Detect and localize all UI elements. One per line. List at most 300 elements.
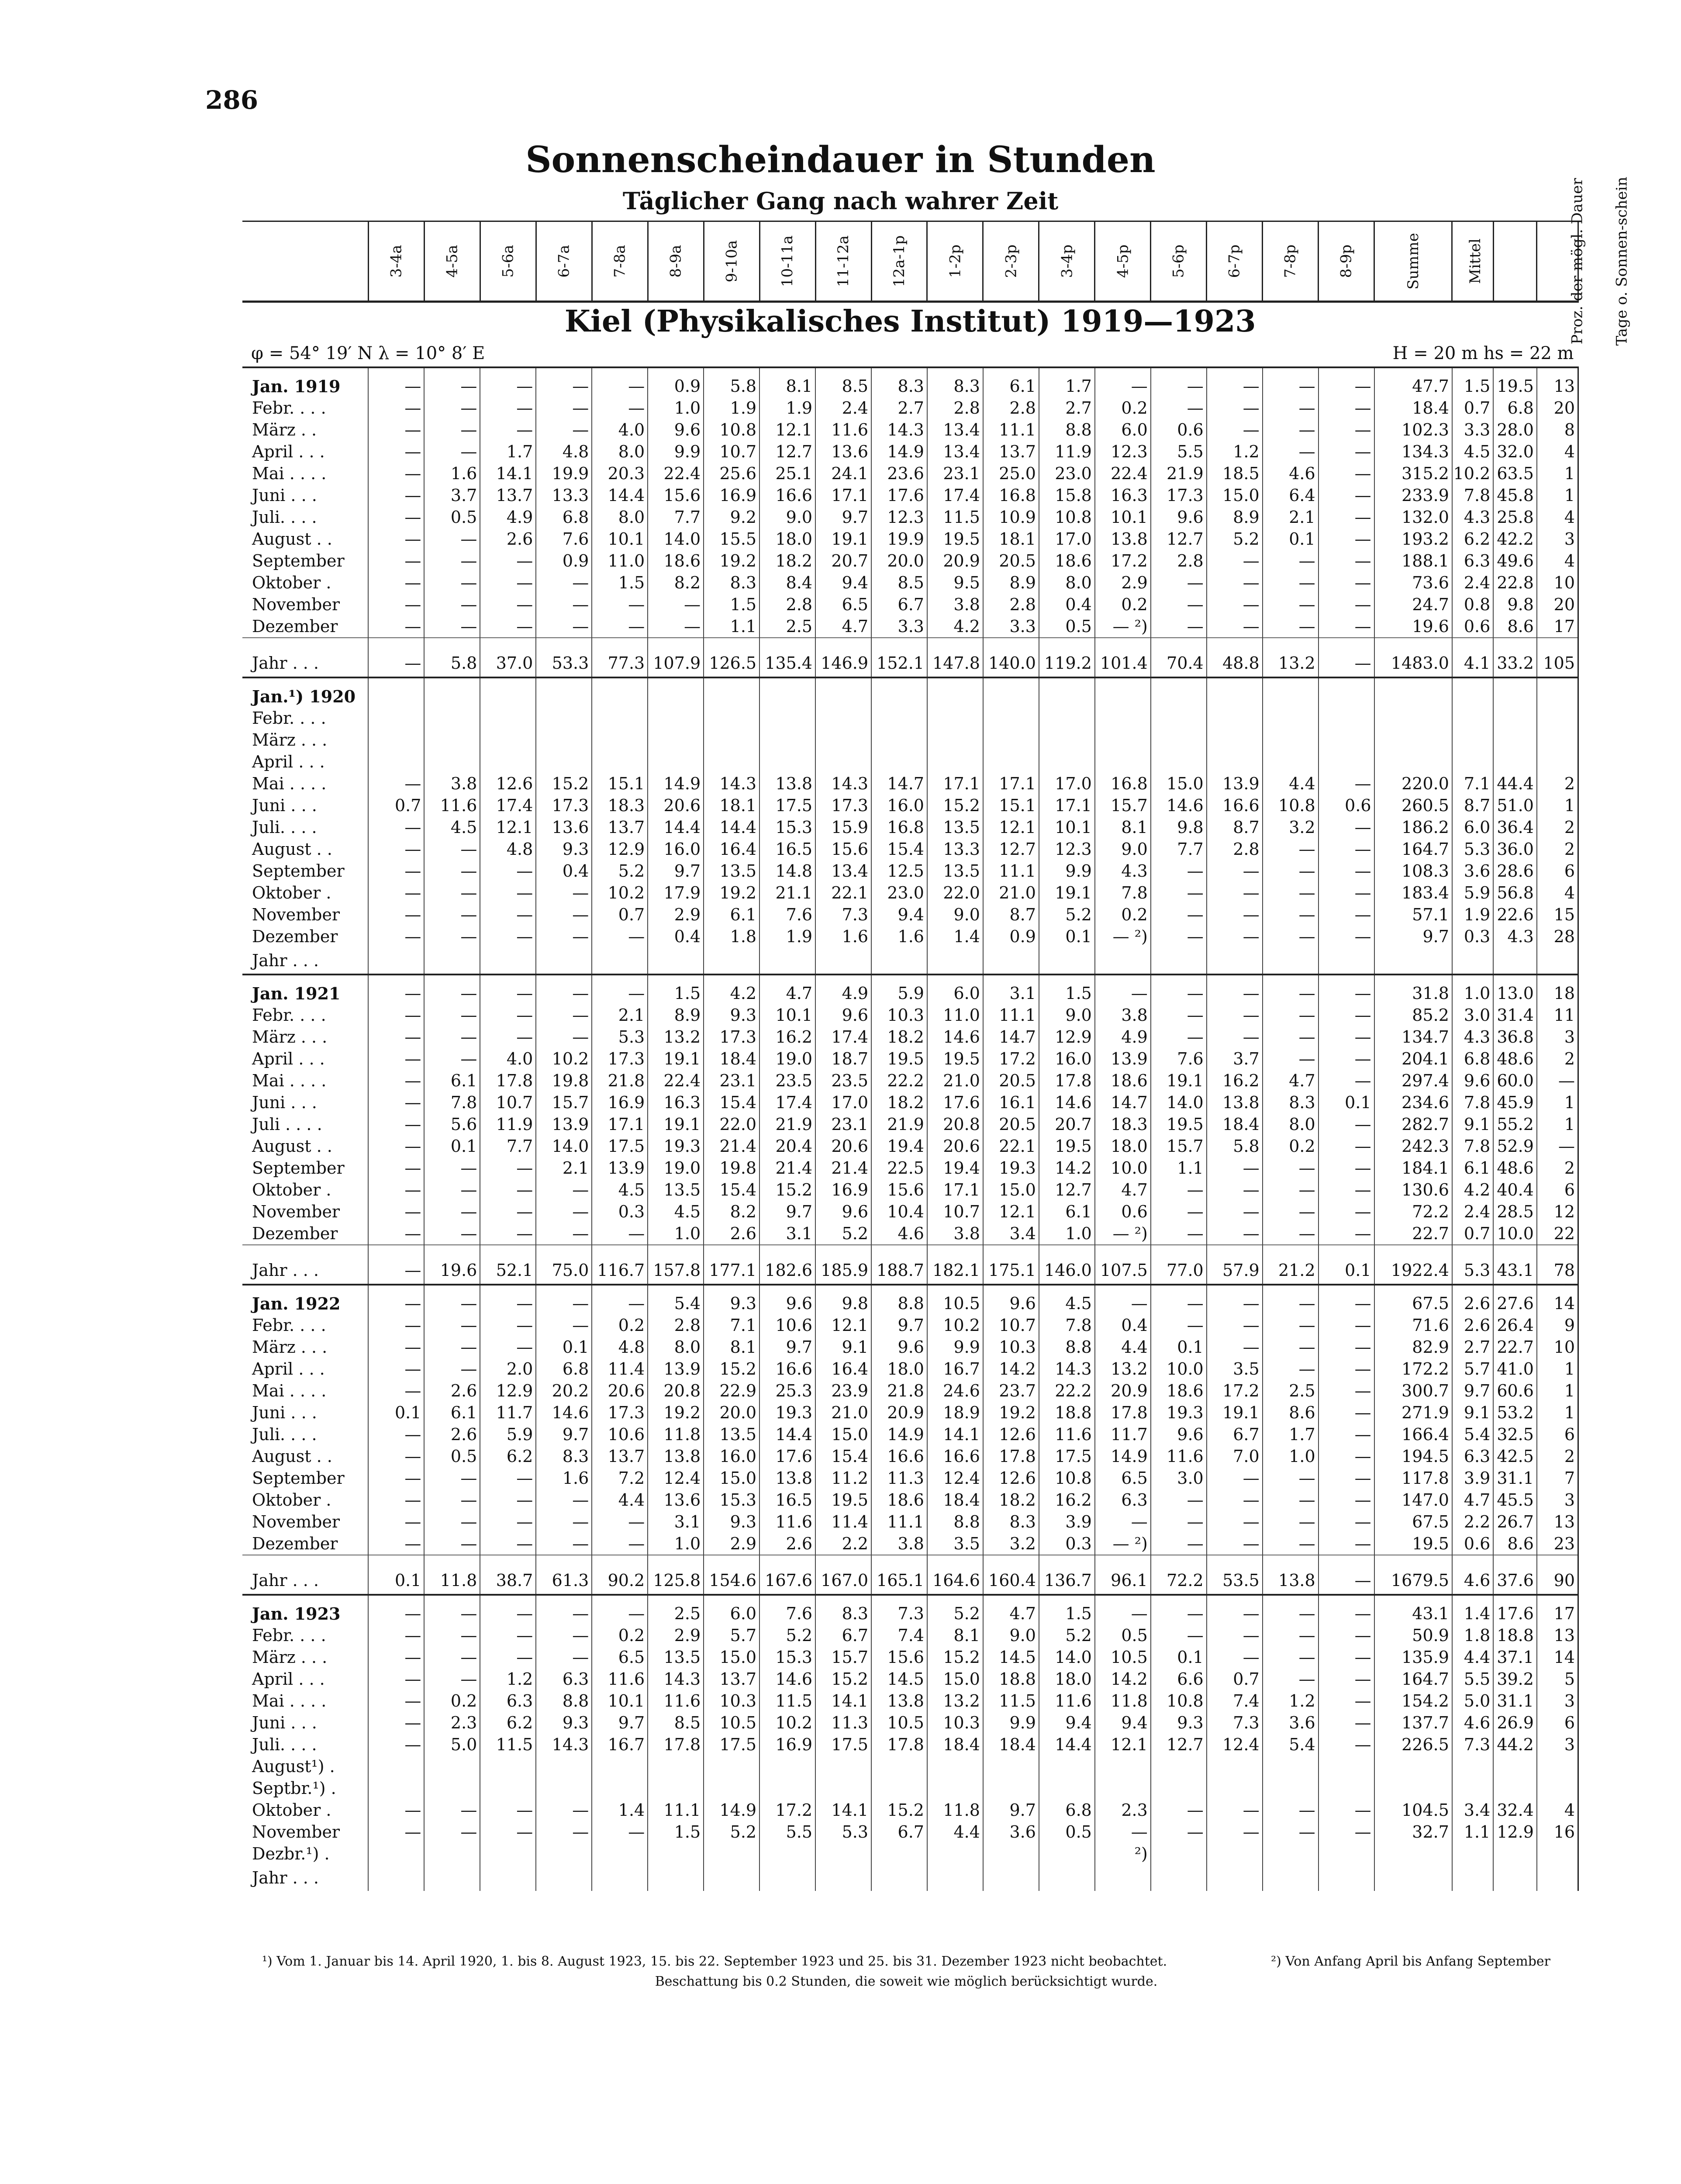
table-cell: —: [1319, 506, 1374, 528]
table-cell: 12.7: [983, 838, 1039, 860]
table-cell: —: [1319, 1048, 1374, 1070]
table-cell: 20.5: [983, 1113, 1039, 1135]
table-cell: 16.2: [1207, 1070, 1263, 1092]
table-cell: —: [424, 904, 480, 926]
table-row: [242, 397, 1578, 419]
table-cell: 6.3: [1452, 550, 1493, 572]
table-cell: 10.2: [536, 1048, 592, 1070]
table-cell: 4.0: [480, 1048, 536, 1070]
table-cell: 16.6: [871, 1445, 927, 1467]
footnote-2: ²) Von Anfang April bis Anfang September: [1271, 1954, 1550, 1969]
table-cell: 3.8: [424, 773, 480, 795]
table-cell: 20.6: [927, 1135, 983, 1157]
table-cell: 4.5: [592, 1179, 648, 1201]
table-cell: —: [1151, 1201, 1207, 1223]
table-cell: 2.4: [1452, 572, 1493, 594]
table-cell: 22.0: [927, 882, 983, 904]
table-cell: [871, 677, 927, 707]
table-cell: —: [592, 367, 648, 397]
table-cell: 19.5: [815, 1489, 871, 1511]
table-cell: 17.8: [1095, 1402, 1151, 1424]
table-cell: 13.8: [1263, 1555, 1319, 1595]
table-cell: 2.8: [927, 397, 983, 419]
table-cell: 0.6: [1095, 1201, 1151, 1223]
table-cell: 18.0: [1039, 1668, 1095, 1690]
table-cell: 1.0: [648, 1533, 704, 1555]
table-cell: 7.1: [1452, 773, 1493, 795]
table-cell: 14.1: [815, 1799, 871, 1821]
table-cell: 1: [1537, 1092, 1578, 1113]
table-cell: 7.6: [759, 1595, 815, 1624]
row-label: April . . .: [252, 1049, 325, 1068]
table-row: [242, 1070, 1578, 1092]
table-cell: —: [1207, 1314, 1263, 1336]
table-cell: 16.6: [759, 1358, 815, 1380]
table-cell: 4.2: [927, 615, 983, 638]
table-cell: 17.3: [1151, 484, 1207, 506]
table-cell: 11.4: [815, 1511, 871, 1533]
table-cell: 21.9: [1151, 463, 1207, 484]
table-cell: [1095, 677, 1151, 707]
row-label: November: [252, 1512, 340, 1531]
table-cell: 16: [1537, 1821, 1578, 1843]
table-cell: —: [1263, 1595, 1319, 1624]
table-cell: 2.6: [480, 528, 536, 550]
table-cell: 16.5: [759, 838, 815, 860]
table-cell: 0.1: [1151, 1336, 1207, 1358]
table-cell: 0.2: [592, 1624, 648, 1646]
table-cell: 1.5: [648, 975, 704, 1004]
table-cell: 234.6: [1374, 1092, 1452, 1113]
row-label: August . .: [252, 1447, 332, 1466]
table-cell: —: [1263, 1646, 1319, 1668]
table-cell: 17.1: [983, 773, 1039, 795]
table-cell: 20.4: [759, 1135, 815, 1157]
table-cell: 10.1: [592, 528, 648, 550]
table-cell: —: [648, 615, 704, 638]
table-cell: —: [424, 1489, 480, 1511]
table-cell: 13.8: [759, 1467, 815, 1489]
table-cell: 18.0: [871, 1358, 927, 1380]
table-cell: [704, 1865, 759, 1891]
table-row: [242, 1358, 1578, 1380]
table-cell: 57.1: [1374, 904, 1452, 926]
table-cell: 17.0: [1039, 773, 1095, 795]
table-cell: 4.6: [871, 1223, 927, 1245]
table-cell: 19.3: [983, 1157, 1039, 1179]
table-cell: —: [1319, 367, 1374, 397]
table-cell: 8.8: [927, 1511, 983, 1533]
table-cell: 53.3: [536, 638, 592, 677]
row-label: Juli . . . .: [252, 1115, 322, 1134]
table-cell: —: [1095, 1821, 1151, 1843]
table-cell: 6: [1537, 1179, 1578, 1201]
table-cell: [1039, 677, 1095, 707]
table-cell: 13.5: [704, 860, 759, 882]
table-cell: 167.0: [815, 1555, 871, 1595]
table-cell: 6.7: [815, 1624, 871, 1646]
table-cell: 1: [1537, 795, 1578, 816]
table-cell: —: [1319, 1646, 1374, 1668]
table-row: [242, 860, 1578, 882]
table-cell: —: [480, 1026, 536, 1048]
table-cell: 14: [1537, 1646, 1578, 1668]
table-cell: —: [1151, 594, 1207, 615]
table-cell: 165.1: [871, 1555, 927, 1595]
table-cell: 2: [1537, 1157, 1578, 1179]
table-cell: 19.4: [871, 1135, 927, 1157]
table-cell: —: [424, 975, 480, 1004]
table-row: [242, 1314, 1578, 1336]
table-cell: 4: [1537, 1799, 1578, 1821]
table-cell: —: [1207, 1201, 1263, 1223]
row-label: September: [252, 861, 345, 881]
table-cell: 0.7: [368, 795, 424, 816]
table-cell: 182.6: [759, 1245, 815, 1285]
table-cell: [1151, 707, 1207, 729]
table-cell: [368, 729, 424, 751]
table-row: [242, 1777, 1578, 1799]
table-cell: 14.7: [871, 773, 927, 795]
table-cell: 8.4: [759, 572, 815, 594]
table-cell: 160.4: [983, 1555, 1039, 1595]
table-cell: 17.6: [927, 1092, 983, 1113]
table-cell: 0.2: [1263, 1135, 1319, 1157]
table-cell: 16.6: [759, 484, 815, 506]
table-row: [242, 795, 1578, 816]
table-cell: 8.0: [648, 1336, 704, 1358]
table-cell: —: [1263, 1358, 1319, 1380]
table-cell: 15.5: [704, 528, 759, 550]
table-cell: 17.5: [592, 1135, 648, 1157]
table-cell: 9.6: [648, 419, 704, 441]
table-cell: 0.1: [368, 1555, 424, 1595]
table-cell: 2: [1537, 773, 1578, 795]
table-cell: —: [368, 1070, 424, 1092]
table-cell: 18.5: [1207, 463, 1263, 484]
table-cell: —: [1319, 1201, 1374, 1223]
table-cell: 23.6: [871, 463, 927, 484]
table-cell: —: [1207, 1467, 1263, 1489]
table-cell: —: [480, 550, 536, 572]
table-cell: 3: [1537, 1489, 1578, 1511]
table-cell: —: [424, 1668, 480, 1690]
table-cell: 10.3: [871, 1004, 927, 1026]
table-cell: [424, 707, 480, 729]
table-cell: 6.8: [536, 506, 592, 528]
year-total-row: [242, 1555, 1578, 1595]
table-cell: —: [480, 1467, 536, 1489]
table-cell: [648, 1777, 704, 1799]
table-cell: —: [1319, 1113, 1374, 1135]
column-header: 12a-1p: [871, 221, 927, 302]
table-cell: 17.4: [927, 484, 983, 506]
table-cell: 23.1: [927, 463, 983, 484]
table-cell: 23.0: [1039, 463, 1095, 484]
table-cell: 9.3: [704, 1285, 759, 1314]
table-cell: 10.3: [927, 1712, 983, 1734]
table-cell: —: [424, 615, 480, 638]
table-cell: [1263, 677, 1319, 707]
table-cell: 7.7: [1151, 838, 1207, 860]
table-cell: 18.2: [871, 1092, 927, 1113]
table-cell: —: [1319, 615, 1374, 638]
table-cell: 5.2: [759, 1624, 815, 1646]
table-cell: —: [480, 397, 536, 419]
table-cell: 20.5: [983, 550, 1039, 572]
table-cell: 137.7: [1374, 1712, 1452, 1734]
table-cell: —: [1319, 1489, 1374, 1511]
table-cell: 11.1: [983, 419, 1039, 441]
table-cell: 14.8: [759, 860, 815, 882]
table-cell: 4: [1537, 550, 1578, 572]
table-cell: [1263, 1843, 1319, 1865]
table-cell: —: [1207, 1026, 1263, 1048]
column-header: Mittel: [1452, 221, 1493, 302]
table-cell: 15.2: [815, 1668, 871, 1690]
table-cell: —: [1319, 860, 1374, 882]
table-cell: —: [424, 1624, 480, 1646]
table-cell: 17.3: [592, 1402, 648, 1424]
table-cell: [592, 707, 648, 729]
table-cell: —: [368, 441, 424, 463]
table-cell: 4.9: [815, 975, 871, 1004]
table-row: [242, 1467, 1578, 1489]
table-cell: 184.1: [1374, 1157, 1452, 1179]
table-cell: [815, 947, 871, 975]
table-cell: —: [1207, 1157, 1263, 1179]
table-cell: [368, 751, 424, 773]
table-cell: 9.4: [815, 572, 871, 594]
table-cell: 17.3: [704, 1026, 759, 1048]
table-cell: 21.4: [759, 1157, 815, 1179]
table-cell: —: [480, 1314, 536, 1336]
table-cell: 13: [1537, 1511, 1578, 1533]
table-cell: —: [1151, 1533, 1207, 1555]
table-cell: 15.7: [1151, 1135, 1207, 1157]
table-cell: 0.5: [1039, 615, 1095, 638]
table-cell: 15.7: [1095, 795, 1151, 816]
table-cell: 17.6: [759, 1445, 815, 1467]
table-cell: 14.0: [1151, 1092, 1207, 1113]
table-cell: —: [480, 1533, 536, 1555]
table-cell: 19.2: [704, 882, 759, 904]
table-cell: —: [368, 1646, 424, 1668]
row-label: Oktober .: [252, 573, 331, 592]
table-cell: 16.0: [871, 795, 927, 816]
table-cell: —: [1207, 1624, 1263, 1646]
table-cell: [1537, 1755, 1578, 1777]
table-cell: 3.9: [1039, 1511, 1095, 1533]
table-cell: 1: [1537, 1380, 1578, 1402]
table-cell: —: [1151, 904, 1207, 926]
table-row: [242, 1424, 1578, 1445]
table-cell: 1.5: [1039, 975, 1095, 1004]
table-cell: 233.9: [1374, 484, 1452, 506]
table-cell: 14.6: [759, 1668, 815, 1690]
table-cell: 13.5: [648, 1646, 704, 1668]
row-label: Mai . . . .: [252, 1691, 327, 1711]
table-cell: 20.2: [536, 1380, 592, 1402]
table-cell: 9.6: [815, 1201, 871, 1223]
table-cell: 13.2: [1095, 1358, 1151, 1380]
table-cell: [1207, 947, 1263, 975]
table-cell: 53.5: [1207, 1555, 1263, 1595]
table-cell: 19.8: [704, 1157, 759, 1179]
table-cell: [1374, 1865, 1452, 1891]
table-cell: 12.7: [1151, 1734, 1207, 1755]
table-cell: —: [424, 860, 480, 882]
table-cell: 23.1: [704, 1070, 759, 1092]
table-cell: —: [368, 397, 424, 419]
table-cell: 3.2: [1263, 816, 1319, 838]
table-cell: 1.0: [1263, 1445, 1319, 1467]
row-label: Juli. . . .: [252, 508, 317, 527]
table-cell: 11.5: [983, 1690, 1039, 1712]
table-cell: 57.9: [1207, 1245, 1263, 1285]
year-total-row: [242, 638, 1578, 677]
table-cell: 3.5: [1207, 1358, 1263, 1380]
table-cell: 9.6: [983, 1285, 1039, 1314]
table-cell: 22.4: [1095, 463, 1151, 484]
table-cell: 25.1: [759, 463, 815, 484]
table-cell: 4: [1537, 882, 1578, 904]
table-cell: 16.3: [648, 1092, 704, 1113]
table-cell: 5.2: [815, 1223, 871, 1245]
table-cell: 14.6: [927, 1026, 983, 1048]
table-cell: 20: [1537, 594, 1578, 615]
table-cell: —: [368, 1223, 424, 1245]
table-cell: [759, 729, 815, 751]
table-cell: 3.5: [927, 1533, 983, 1555]
table-cell: 5.4: [648, 1285, 704, 1314]
table-cell: 11.8: [648, 1424, 704, 1445]
table-cell: 14.4: [704, 816, 759, 838]
table-cell: [1207, 1777, 1263, 1799]
table-cell: 21.0: [927, 1070, 983, 1092]
table-cell: 0.7: [1452, 1223, 1493, 1245]
row-label: Jan.¹) 1920: [242, 677, 368, 707]
table-cell: [1263, 729, 1319, 751]
table-cell: 10.6: [759, 1314, 815, 1336]
table-cell: 16.2: [759, 1026, 815, 1048]
table-cell: —: [536, 975, 592, 1004]
table-cell: [424, 1777, 480, 1799]
table-cell: 4.8: [480, 838, 536, 860]
table-row: [242, 1336, 1578, 1358]
station-coordinates: φ = 54° 19′ N λ = 10° 8′ E: [251, 343, 485, 363]
table-cell: 45.8: [1493, 484, 1537, 506]
table-cell: —: [1319, 1314, 1374, 1336]
table-cell: 28.6: [1493, 860, 1537, 882]
table-cell: 23.5: [759, 1070, 815, 1092]
table-cell: 2.9: [704, 1533, 759, 1555]
table-cell: —: [1263, 615, 1319, 638]
table-cell: [1319, 751, 1374, 773]
table-cell: 193.2: [1374, 528, 1452, 550]
table-cell: 24.1: [815, 463, 871, 484]
table-cell: —: [1263, 1048, 1319, 1070]
table-cell: 12.7: [759, 441, 815, 463]
table-cell: 11.8: [424, 1555, 480, 1595]
table-cell: 9.7: [815, 506, 871, 528]
table-cell: [1039, 751, 1095, 773]
table-cell: —: [480, 1595, 536, 1624]
table-cell: 7.8: [1095, 882, 1151, 904]
table-cell: 2.1: [536, 1157, 592, 1179]
table-cell: [536, 707, 592, 729]
table-cell: [1151, 947, 1207, 975]
row-label: September: [252, 551, 345, 570]
table-cell: 177.1: [704, 1245, 759, 1285]
table-cell: 14.1: [480, 463, 536, 484]
table-cell: 10.4: [871, 1201, 927, 1223]
table-cell: 41.0: [1493, 1358, 1537, 1380]
table-cell: 13.9: [536, 1113, 592, 1135]
table-cell: —: [1319, 1157, 1374, 1179]
table-cell: 0.1: [1319, 1092, 1374, 1113]
table-cell: 13.9: [1207, 773, 1263, 795]
table-cell: —: [536, 904, 592, 926]
table-cell: 61.3: [536, 1555, 592, 1595]
table-cell: 10.5: [1095, 1646, 1151, 1668]
table-cell: [648, 1843, 704, 1865]
table-cell: 20.3: [592, 463, 648, 484]
table-cell: —: [368, 1424, 424, 1445]
table-row: [242, 1402, 1578, 1424]
table-cell: —: [480, 1179, 536, 1201]
table-cell: 1.8: [704, 926, 759, 947]
table-cell: 18.6: [871, 1489, 927, 1511]
table-cell: [927, 751, 983, 773]
table-cell: —: [1207, 1004, 1263, 1026]
table-cell: —: [1151, 1489, 1207, 1511]
table-cell: 12.6: [983, 1424, 1039, 1445]
table-cell: 1.2: [1263, 1690, 1319, 1712]
table-row: [242, 1004, 1578, 1026]
table-cell: 7.3: [871, 1595, 927, 1624]
table-cell: 166.4: [1374, 1424, 1452, 1445]
table-cell: 77.3: [592, 638, 648, 677]
table-cell: 4.2: [704, 975, 759, 1004]
table-cell: 9.7: [536, 1424, 592, 1445]
table-cell: —: [424, 1646, 480, 1668]
table-cell: 8.0: [1039, 572, 1095, 594]
table-cell: —: [368, 1285, 424, 1314]
table-cell: 2.5: [759, 615, 815, 638]
table-cell: 18.8: [983, 1668, 1039, 1690]
table-cell: [424, 947, 480, 975]
table-cell: —: [424, 926, 480, 947]
table-cell: —: [368, 463, 424, 484]
table-cell: [1151, 1755, 1207, 1777]
table-cell: 21.0: [983, 882, 1039, 904]
table-cell: 10.7: [704, 441, 759, 463]
table-cell: [1537, 729, 1578, 751]
table-cell: [927, 1777, 983, 1799]
table-cell: —: [424, 367, 480, 397]
table-cell: 21.4: [704, 1135, 759, 1157]
table-cell: 15.9: [815, 816, 871, 838]
table-cell: [480, 1777, 536, 1799]
table-cell: [1263, 947, 1319, 975]
table-cell: 8.3: [815, 1595, 871, 1624]
table-cell: 20.6: [592, 1380, 648, 1402]
table-cell: —: [1095, 367, 1151, 397]
table-cell: —: [592, 975, 648, 1004]
table-cell: 0.3: [1039, 1533, 1095, 1555]
table-cell: —: [1263, 1336, 1319, 1358]
